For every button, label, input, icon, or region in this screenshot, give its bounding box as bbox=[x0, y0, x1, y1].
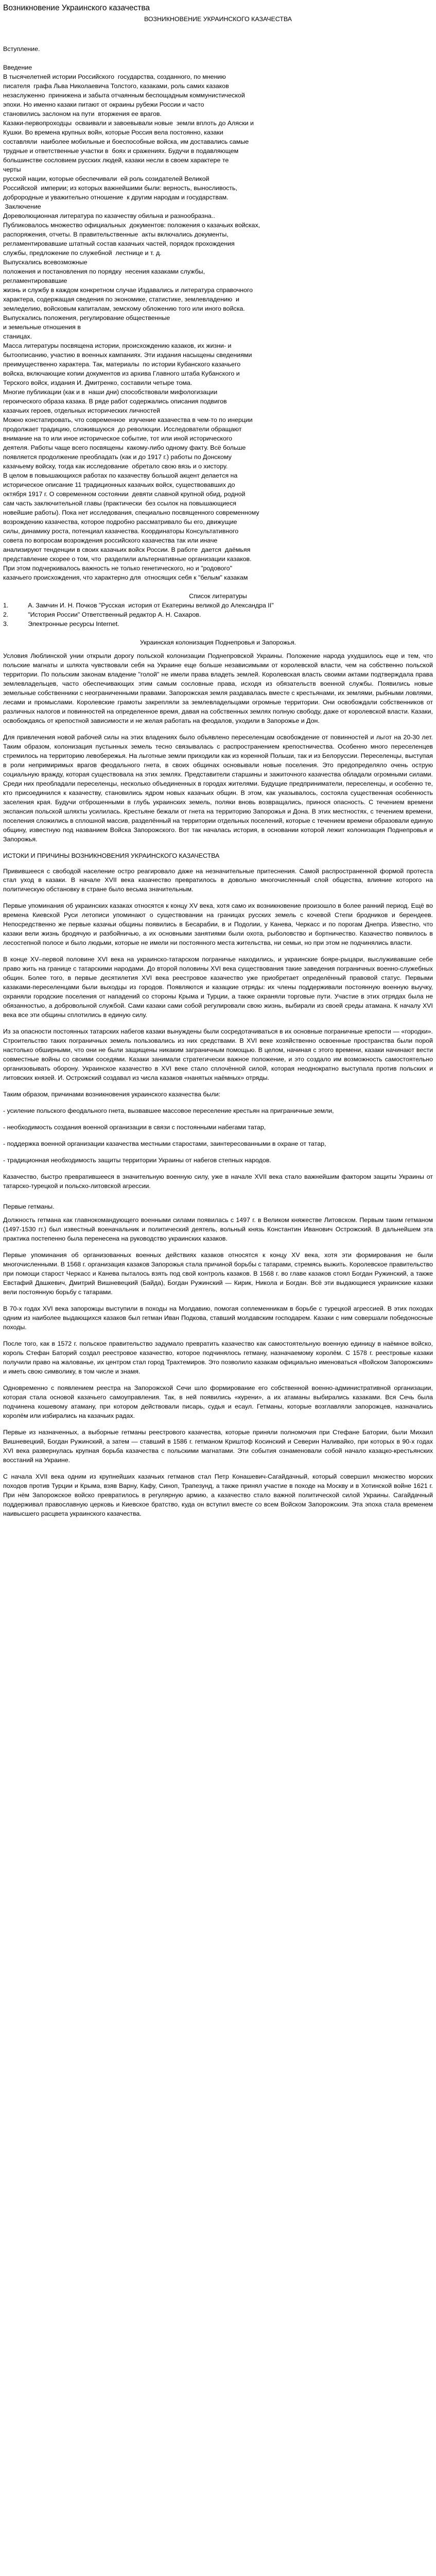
intro-line: жизнь и службу в каждом конкретном случае Издавались и литература справочного bbox=[3, 286, 253, 294]
intro-line: распоряжения, отчеты. В правительственные акты включались документы, bbox=[3, 230, 229, 238]
intro-line: Выпускались положения, регулирование общественные bbox=[3, 314, 170, 321]
intro-line: преимущественно характера. Так, материалы по истории Кубанского казачьего bbox=[3, 360, 241, 368]
intro-line: Вступление. bbox=[3, 45, 40, 53]
intro-line: сам часть заключительной главы (практически без ссылок на повышающиеся bbox=[3, 499, 236, 507]
intro-line: внимание на то или иное историческое событие, тот или иной исторического bbox=[3, 434, 232, 442]
section3-paragraph: В 70-х годах XVI века запорожцы выступили в походы на Молдавию, помогая соплеменникам в борьбе с турецкой агрессией. В этих походах одним из наиболее выдающихся казаков был гетман Иван Подкова, ставший молдавским господарем. Казаки с ним совершали победоносные походы. bbox=[3, 1304, 433, 1331]
section1-paragraph: Для привлечения новой рабочей силы на этих владениях было объявлено переселенцам освобождение от повинностей и льгот на 20-30 лет. Таким образом, колонизация пустынных земель тесно связывалась с распространением крепостничества. Особенно много переселенцев стремилось на территорию левобережья. На льготные земли приходили как из коренной Польши, так и из Белоруссии. Переселенцы, выступая в роли непримиримых врагов феодального гнета, в своих общинах основывали новые поселения. Это предопределяло очень острую социальную вражду, которая существовала на этих землях. Представители старшины и зажиточного казачества обладали огромными силами. Среди них преобладали переселенцы, несколько объединенных в городах жителями. Будущие предприниматели, переселенцы, и особенно те, кто присоединился к казачеству, становились ядром новых казачьих общин. В этом, как указывалось, состояла существенная особенность заселения края. Будучи отброшенными в глубь украинских земель, поляки вновь возвращались, принося опасность. С течением времени экспансия польской шляхты усилилась. Крестьяне бежали от гнета на территорию Запорожья и Дона. В этих местностях, с течением времени, поселения сложились в сплошной массив, разделённый на территории отдельных поселений, которые с течением времени образовали единую общину, известную под названием Войска Запорожского. Вот так началась история, в основании которой лежит колонизация Поднепровья и Запорожья. bbox=[3, 733, 433, 843]
section2-paragraph: Из за опасности постоянных татарских набегов казаки вынуждены были сосредотачиваться в их основные пограничные крепости — «городки». Строительство таких пограничных земель пользовались из них средствами. В XVI веке хозяйственно освоенные пространства были порой настолько обширными, что они не были защищены никаким заграничным помощью. В целом, начиная с этого времени, казаки начинают вести совместные войны со своими соседями. Казаки занимали стратегически важное положение, и это создало им возможность самостоятельно организовывать оборону. Украинское казачество в XVI веке стало сплочённой силой, которая неоднократно выступала против польских и литовских князей. И. Острожский создавал из числа казаков «нанятых наёмных» отряды. bbox=[3, 1028, 433, 1082]
intro-line: представление скорее о том, что разделили альтернативные организации казаков. bbox=[3, 555, 252, 563]
intro-line: писателя графа Льва Николаевича Толстого, казаками, роль самих казаков bbox=[3, 82, 229, 90]
intro-line: казачьего происхождения, что характерно для относящих себя к "белым" казакам bbox=[3, 573, 248, 581]
intro-line: При этом подчеркивалось важность не только генетического, но и "родового" bbox=[3, 564, 232, 572]
intro-line: Кушки. Во времена крупных войн, которые Россия вела постоянно, казаки bbox=[3, 128, 223, 136]
section3-paragraph: С начала XVII века одним из крупнейших казачьих гетманов стал Петр Конашевич-Сагайдачный, который совершил множество морских походов против Турции и Крыма, взяв Варну, Кафу, Синоп, Трапезунд, а также принял участие в походе на Москву и в Хотинской войне 1621 г. При нём Запорожское войско превратилось в регулярную армию, а казачество стало важной политической силой Украины. Сагайдачный поддерживал православную церковь и Киевское братство, куда он вступил вместе со всем Войском Запорожским. Эта эпоха стала временем наивысшего расцвета украинского казачества. bbox=[3, 1472, 433, 1517]
intro-line: историческое описание 11 традиционных казачьих войск, существовавших до bbox=[3, 481, 235, 488]
intro-line: продолжает традицию, сложившуюся до революции. Исследователи обращают bbox=[3, 425, 242, 433]
intro-line: Можно констатировать, что современное изучение казачества в чем-то по инерции bbox=[3, 416, 253, 423]
intro-line: доброродные и уважительно отношение к другим народам и государствам. bbox=[3, 193, 229, 201]
intro-line: становились заслоном на пути вторжения ее врагов. bbox=[3, 110, 162, 117]
intro-line: регламентировавшие bbox=[3, 277, 67, 284]
section3-title: Первые гетманы. bbox=[3, 1203, 55, 1211]
intro-line: Казаки-первопроходцы осваивали и завоевывали новые земли вплоть до Аляски и bbox=[3, 119, 254, 127]
section2-paragraph: - поддержка военной организации казачества местными старостами, заинтересованными в охране от татар, bbox=[3, 1140, 326, 1148]
intro-line: и земельные отношения в bbox=[3, 323, 81, 331]
intro-line: Выпускались всевозможные bbox=[3, 258, 88, 266]
intro-line: эпохи. Но именно казаки питают от окраины рубежи России и часто bbox=[3, 100, 204, 108]
intro-line: Терского войск, издания И. Дмитренко, составили четыре тома. bbox=[3, 379, 193, 386]
section2-paragraph: - необходимость создания военной организации в связи с постоянными набегами татар, bbox=[3, 1124, 266, 1131]
intro-line: октября 1917 г. О современном состоянии девяти славной крупной обид, родной bbox=[3, 490, 246, 498]
intro-line: большинстве сословием русских людей, казаки несли в своем характере те bbox=[3, 156, 229, 164]
intro-line: казачьему войску, тогда как исследование обретало свою вязь и о хистору. bbox=[3, 462, 228, 470]
section2-paragraph: Казачество, быстро превратившееся в значительную военную силу, уже в начале XVII века стало важнейшим фактором защиты Украины от татарско-турецкой и польско-литовской агрессии. bbox=[3, 1173, 433, 1190]
section1-paragraph: Условия Люблинской унии открыли дорогу польской колонизации Поднепровской Украины. Положение народа ухудшилось еще и тем, что польские магнаты и шляхта чувствовали себя на Украине еще больше независимыми от королевской власти, чем на собственно польской территории. По польским законам владение "голой" не имели права владеть землей. Королевская власть своими актами подтверждала права землевладельцев, часто обеспечивающих этим самым сословные права, исходя из обязательств военной службы. Появились новые земельные собственники с неограниченными правами. Запорожская земля раздавалась вместе с крестьянами, их землями, рыбными ловлями, лесами и промыслами. Королевские грамоты закрепляли за землевладельцами огромные территории. Они освобождали собственников от различных налогов и повинностей на определенное время, давая на собственных землях полную свободу, даже от королевской власти. Казаки, освобождаясь от крепостной зависимости и не желая работать на феодалов, уходили в Запорожье и Дон. bbox=[3, 652, 433, 724]
intro-line: возрождению казачества, которое подробно рассматривало бы его, движущие bbox=[3, 518, 237, 526]
page-title: Возникновение Украинского казачества bbox=[3, 4, 150, 12]
intro-line: Дореволюционная литература по казачеству обильна и разнообразна.. bbox=[3, 212, 215, 219]
intro-line: русской нации, которые обеспечивали ей роль созидателей Великой bbox=[3, 175, 210, 182]
page-subtitle: ВОЗНИКНОВЕНИЕ УКРАИНСКОГО КАЗАЧЕСТВА bbox=[144, 15, 292, 23]
intro-line: совета по вопросам возрождения российского казачества так или иначе bbox=[3, 536, 218, 544]
intro-line: Заключение bbox=[3, 202, 41, 210]
intro-line: Публиковалось множество официальных документов: положения о казачьих войсках, bbox=[3, 221, 260, 229]
intro-line bbox=[3, 54, 433, 63]
intro-line: составляли наиболее мобильные и боеспособные войска, им доставались самые bbox=[3, 138, 249, 145]
intro-line: характера, содержащая сведения по экономике, статистике, землевладению и bbox=[3, 295, 239, 303]
section2-paragraph: Таким образом, причинами возникновения украинского казачества были: bbox=[3, 1091, 220, 1098]
intro-section bbox=[3, 45, 433, 583]
intro-line: войска, включающие копии документов из архива Главного штаба Кубанского и bbox=[3, 369, 240, 377]
intro-line: положения и постановления по порядку несения казаками службы, bbox=[3, 267, 205, 275]
section2-body bbox=[3, 867, 433, 1192]
section3-paragraph: Должность гетмана как главнокомандующего военными силами появилась с 1497 г. в Великом княжестве Литовском. Первым таким гетманом (1497-1530 гг.) был известный военачальник и политический деятель, вольный князь Константин Иванович Острожский. В дальнейшем эта практика постепенно была перенесена на руководство украинских казаков. bbox=[3, 1216, 433, 1243]
intro-line: Введение bbox=[3, 63, 32, 71]
intro-line: В целом в повышающихся работах по казачеству большой акцент делается на bbox=[3, 471, 238, 479]
section3-paragraph: После того, как в 1572 г. польское правительство задумало превратить казачество как самостоятельную военную единицу в наёмное войско, король Стефан Баторий создал реестровое казачество, которое подчинялось гетману, назначаемому королём. С 1578 г. реестровые казаки получили право на жалованье, их центром стал город Трахтемиров. Это позволило казакам официально именоваться «Войском Запорожским» и иметь свою символику, в том числе и знамя. bbox=[3, 1340, 433, 1375]
intro-line: регламентировавшие штатный состав казачьих частей, порядок прохождения bbox=[3, 240, 235, 247]
section1-title: Украинская колонизация Поднепровья и Запорожья. bbox=[139, 638, 297, 646]
intro-line: деятеля. Работы чаще всего посвящены какому-либо одному факту. Всё больше bbox=[3, 444, 246, 451]
section2-paragraph: - усиление польского феодального гнета, вызвавшее массовое переселение крестьян на приграничные земли, bbox=[3, 1107, 334, 1115]
intro-line: появляется продолжение преобладать (как и до 1917 г.) работы по Донскому bbox=[3, 453, 232, 461]
intro-line: Масса литературы посвящена истории, происхождению казаков, их жизни- и bbox=[3, 342, 232, 349]
source-item: 1. А. Замчин И. Н. Почков "Русская история от Екатерины великой до Александра II" bbox=[3, 601, 274, 609]
intro-line: анализируют тенденции в своих казачьих войск России. В работе дается даёмьяя bbox=[3, 546, 251, 553]
intro-line: земледелию, войсковым капиталам, земскому обложению того или иного войска. bbox=[3, 304, 245, 312]
sources-heading: Список литературы bbox=[189, 592, 247, 600]
intro-line: черты bbox=[3, 165, 21, 173]
intro-line: службы, предложение по служебной лестнице и т. д. bbox=[3, 249, 162, 257]
intro-line: бытоописанию, участию в военных кампаниях. Эти издания насыщены сведениями bbox=[3, 351, 252, 359]
section2-paragraph: В конце XV–первой половине XVI века на украинско-татарском пограничье находились, и украинские бояре-рыцари, выслуживавшие себе право жить на границе с татарскими народами. До второй половины XVI века существования такие заведения пограничных военно-служебных общин. Более того, в первые десятилетия XVI века реестровое казачество уже приобретает определённый правовой статус. Первыми казаками-переселенцами были выходцы из городов. Появляются и казацкие отряды: их члены поддерживали постоянную военную выучку, охраняли городские поселения от нападений со стороны Крыма и Турции, а также охраняли торговые пути. Участие в этих отрядах была не обязанностью, а добровольной службой. Сами казаки сами собой регулировали свою жизнь, выбирали из своей среды атамана. К началу XVI века все эти общины сплотились в единую силу. bbox=[3, 956, 433, 1019]
section1-body bbox=[3, 652, 433, 844]
section3-body bbox=[3, 1216, 433, 1519]
intro-line: Российской империи; из которых важнейшими были: верность, выносливость, bbox=[3, 184, 237, 192]
section2-paragraph: Привившееся с свободой население остро реагировало даже на незначительные притеснения. Самой распространенной формой протеста стал уход в казаки. В начале XVII века казачество превратилось в довольно многочисленный слой общества, влияние которого на политическую обстановку в стране было весьма значительным. bbox=[3, 867, 433, 893]
section3-paragraph: Первые из назначенных, а выборные гетманы реестрового казачества, которые приняли полномочия при Стефане Батории, были Михаил Вишневецкий, Богдан Ружинский, а затем — ставший в 1586 г. гетманом Криштоф Косинский и Северин Наливайко, при которых в 90-х годах XVI века развернулась крупная борьба казачества с польскими магнатами. Эти события ознаменовали собой начало казацко-крестьянских восстаний на Украине. bbox=[3, 1428, 433, 1464]
intro-line: трудные и ответственные участки в боях и сражениях. Будучи в подавляющем bbox=[3, 147, 239, 155]
section3-paragraph: Одновременно с появлением реестра на Запорожской Сечи шло формирование его собственной военно-административной организации, которая стала основой казачьего самоуправления. Так, в ней появились «курени», а их атаманы выбирались казаками. Вся Сечь была подчинена кошевому атаману, при котором действовали писарь, судья и есаул. Гетманы, которые возглавляли запорожцев, назначались королём или избирались на казачьих радах. bbox=[3, 1384, 433, 1419]
sources-list bbox=[3, 601, 433, 629]
section2-title: ИСТОКИ И ПРИЧИНЫ ВОЗНИКНОВЕНИЯ УКРАИНСКОГО КАЗАЧЕСТВА bbox=[3, 852, 220, 859]
intro-line: станицах. bbox=[3, 332, 32, 340]
intro-line: героического образа казака. В ряде работ содержались описания подвигов bbox=[3, 397, 227, 405]
intro-line: Многие публикации (как и в наши дни) способствовали мифологизации bbox=[3, 388, 218, 396]
intro-line: В тысячелетней истории Российского государства, созданного, по мнению bbox=[3, 73, 226, 80]
intro-line: новейшие работы). Пока нет исследования, специально посвященного современному bbox=[3, 509, 259, 516]
section3-paragraph: Первые упоминания об организованных военных действиях казаков относятся к концу XV века, хотя эти формирования не были многочисленными. В 1568 г. организация казаков Запорожья стала причиной борьбы с татарами, стремясь выжить. Королевское правительство при помощи старост Черкасс и Канева пыталось взять под свой контроль казаков. В 1568 г. во главе казаков стоял Богдан Ружинский, а также Евстафий Дашкевич, Дмитрий Вишневецкий (Байда), Богдан Ружинский — Кирик, Никола и Богдан. Всё эти выдающиеся украинские казаки вели постоянную борьбу с татарами. bbox=[3, 1251, 433, 1296]
intro-line: казачьих героев, отдельных исторических личностей bbox=[3, 406, 160, 414]
section2-paragraph: Первые упоминания об украинских казаках относятся к концу XV века, хотя само их возникновение произошло в более ранний период. Ещё во времена Киевской Руси летописи упоминают о существовании на границах русских земель с кочевой Степи бродников и берендеев. Непосредственно же первые казачьи общины появились в Бесарабии, в и Подолии, у Канева, Черкасс и по порогам Днепра. Известно, что казаки вели жизнь бродячую и разбойничью, а их основными занятиями были охота, рыболовство и бортничество. Казачество появилось в лесостепной полосе и было людьми, которые не имели ни постоянного места жительства, ни семьи, но при этом не подчинялись власти. bbox=[3, 902, 433, 947]
source-item: 2. "История России" Ответственный редактор А. Н. Сахаров. bbox=[3, 611, 201, 618]
source-item: 3. Электронные ресурсы Internet. bbox=[3, 620, 119, 628]
intro-line: незаслуженно принижена и забыта отчаянным беспощадным коммунистической bbox=[3, 91, 245, 99]
intro-line: силы, динамику роста, потенциал казачества. Координаторы Консультативного bbox=[3, 527, 239, 535]
section2-paragraph: - традиционная необходимость защиты территории Украины от набегов степных народов. bbox=[3, 1157, 271, 1164]
